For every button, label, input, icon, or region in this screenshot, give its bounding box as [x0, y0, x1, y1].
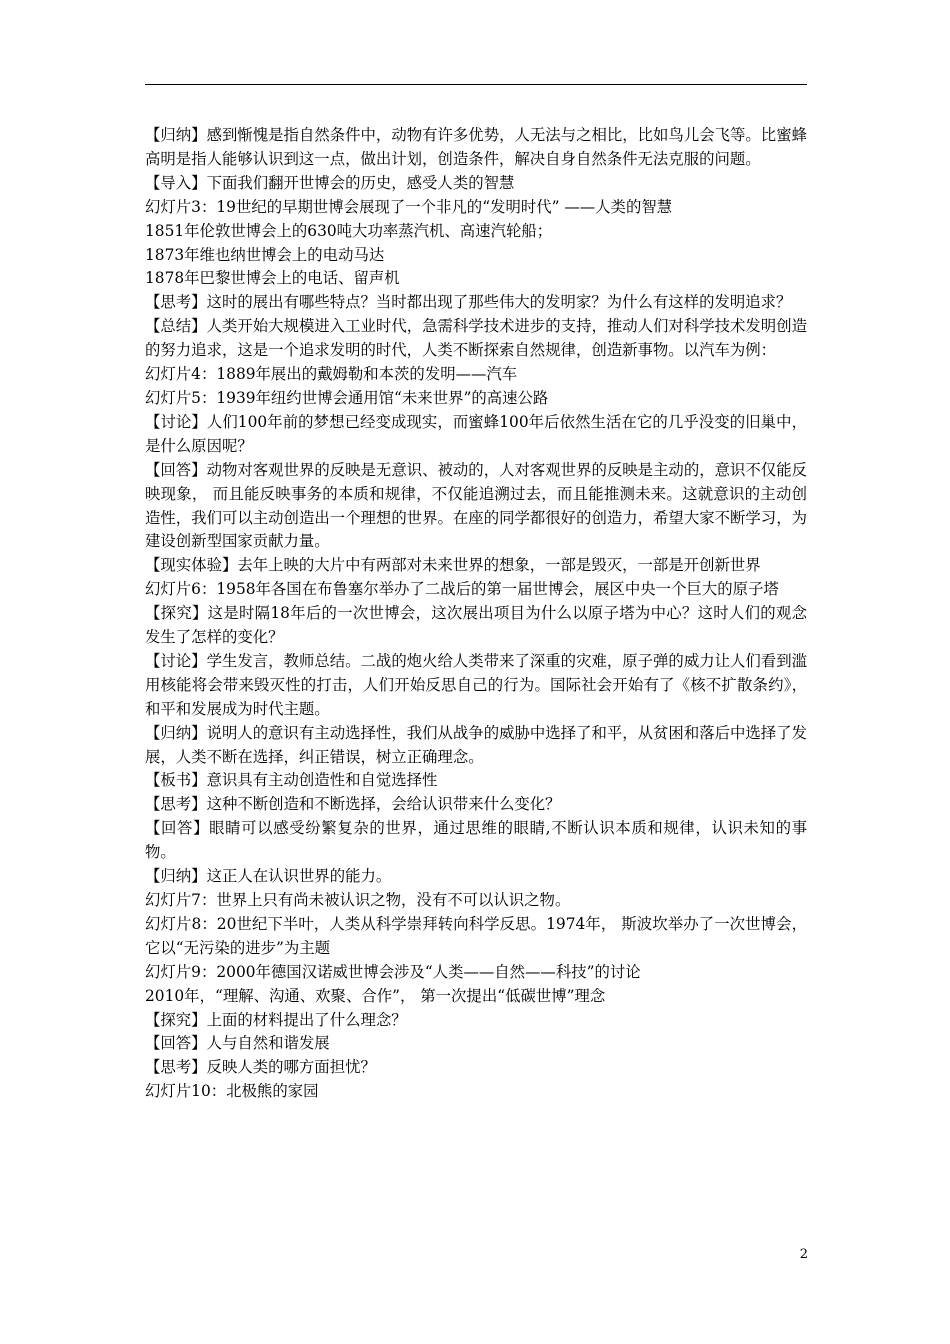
paragraph: 【归纳】说明人的意识有主动选择性，我们从战争的威胁中选择了和平，从贫困和落后中选择了发展，人类不断在选择，纠正错误，树立正确理念。 — [145, 723, 807, 766]
paragraph: 【现实体验】去年上映的大片中有两部对未来世界的想象，一部是毁灭，一部是开创新世界 — [145, 556, 761, 575]
paragraph: 【思考】这种不断创造和不断选择，会给认识带来什么变化？ — [145, 795, 561, 814]
paragraph: 【导入】下面我们翻开世博会的历史，感受人类的智慧 — [145, 173, 515, 192]
paragraph: 幻灯片10：北极熊的家园 — [145, 1082, 319, 1101]
paragraph: 【板书】意识具有主动创造性和自觉选择性 — [145, 771, 438, 790]
paragraph: 幻灯片4：1889年展出的戴姆勒和本茨的发明——汽车 — [145, 365, 518, 384]
paragraph: 幻灯片6：1958年各国在布鲁塞尔举办了二战后的第一届世博会，展区中央一个巨大的原子塔 — [145, 580, 779, 599]
paragraph: 幻灯片8：20世纪下半叶，人类从科学崇拜转向科学反思。1974年， 斯波坎举办了一次世博会，它以“无污染的进步”为主题 — [145, 914, 807, 957]
paragraph: 幻灯片9：2000年德国汉诺威世博会涉及“人类——自然——科技”的讨论 — [145, 962, 641, 981]
paragraph: 幻灯片3：19世纪的早期世博会展现了一个非凡的“发明时代” ——人类的智慧 — [145, 197, 673, 216]
paragraph: 【探究】上面的材料提出了什么理念？ — [145, 1010, 407, 1029]
paragraph: 【回答】动物对客观世界的反映是无意识、被动的，人对客观世界的反映是主动的，意识不仅能反映现象， 而且能反映事务的本质和规律，不仅能追溯过去，而且能推测未来。这就意识的主动创造性，我们可以主动创造出一个理想的世界。在座的同学都很好的创造力，希望大家不断学习，为建设创新型国家贡献力量。 — [145, 460, 807, 551]
paragraph: 幻灯片5：1939年纽约世博会通用馆“未来世界”的高速公路 — [145, 388, 549, 407]
paragraph: 【回答】眼睛可以感受纷繁复杂的世界，通过思维的眼睛,不断认识本质和规律，认识未知的事物。 — [145, 819, 807, 862]
paragraph: 1873年维也纳世博会上的电动马达 — [145, 245, 385, 264]
paragraph: 幻灯片7：世界上只有尚未被认识之物，没有不可以认识之物。 — [145, 891, 571, 909]
paragraph: 【思考】这时的展出有哪些特点？当时都出现了那些伟大的发明家？为什么有这样的发明追求？ — [145, 293, 792, 312]
document-body — [145, 124, 807, 1104]
paragraph: 【总结】人类开始大规模进入工业时代，急需科学技术进步的支持，推动人们对科学技术发明创造的努力追求，这是一个追求发明的时代，人类不断探索自然规律，创造新事物。以汽车为例： — [145, 317, 807, 360]
paragraph: 1878年巴黎世博会上的电话、留声机 — [145, 269, 400, 288]
paragraph: 【归纳】这正人在认识世界的能力。 — [145, 867, 392, 886]
paragraph: 【思考】反映人类的哪方面担忧？ — [145, 1058, 376, 1077]
paragraph: 2010年，“理解、沟通、欢聚、合作”， 第一次提出“低碳世博”理念 — [145, 986, 606, 1005]
paragraph: 【归纳】感到惭愧是指自然条件中，动物有许多优势，人无法与之相比，比如鸟儿会飞等。比蜜蜂高明是指人能够认识到这一点，做出计划，创造条件，解决自身自然条件无法克服的问题。 — [145, 126, 807, 168]
paragraph: 【讨论】学生发言，教师总结。二战的炮火给人类带来了深重的灾难，原子弹的威力让人们看到滥用核能将会带来毁灭性的打击，人们开始反思自己的行为。国际社会开始有了《核不扩散条约》，和平和发展成为时代主题。 — [145, 651, 807, 718]
header-rule — [145, 84, 807, 85]
paragraph: 【回答】人与自然和谐发展 — [145, 1034, 330, 1053]
paragraph: 【探究】这是时隔18年后的一次世博会，这次展出项目为什么以原子塔为中心？这时人们的观念发生了怎样的变化？ — [145, 604, 807, 647]
page-number: 2 — [799, 1247, 808, 1262]
paragraph: 1851年伦敦世博会上的630吨大功率蒸汽机、高速汽轮船； — [145, 221, 553, 240]
paragraph: 【讨论】人们100年前的梦想已经变成现实，而蜜蜂100年后依然生活在它的几乎没变的旧巢中，是什么原因呢？ — [145, 412, 807, 455]
